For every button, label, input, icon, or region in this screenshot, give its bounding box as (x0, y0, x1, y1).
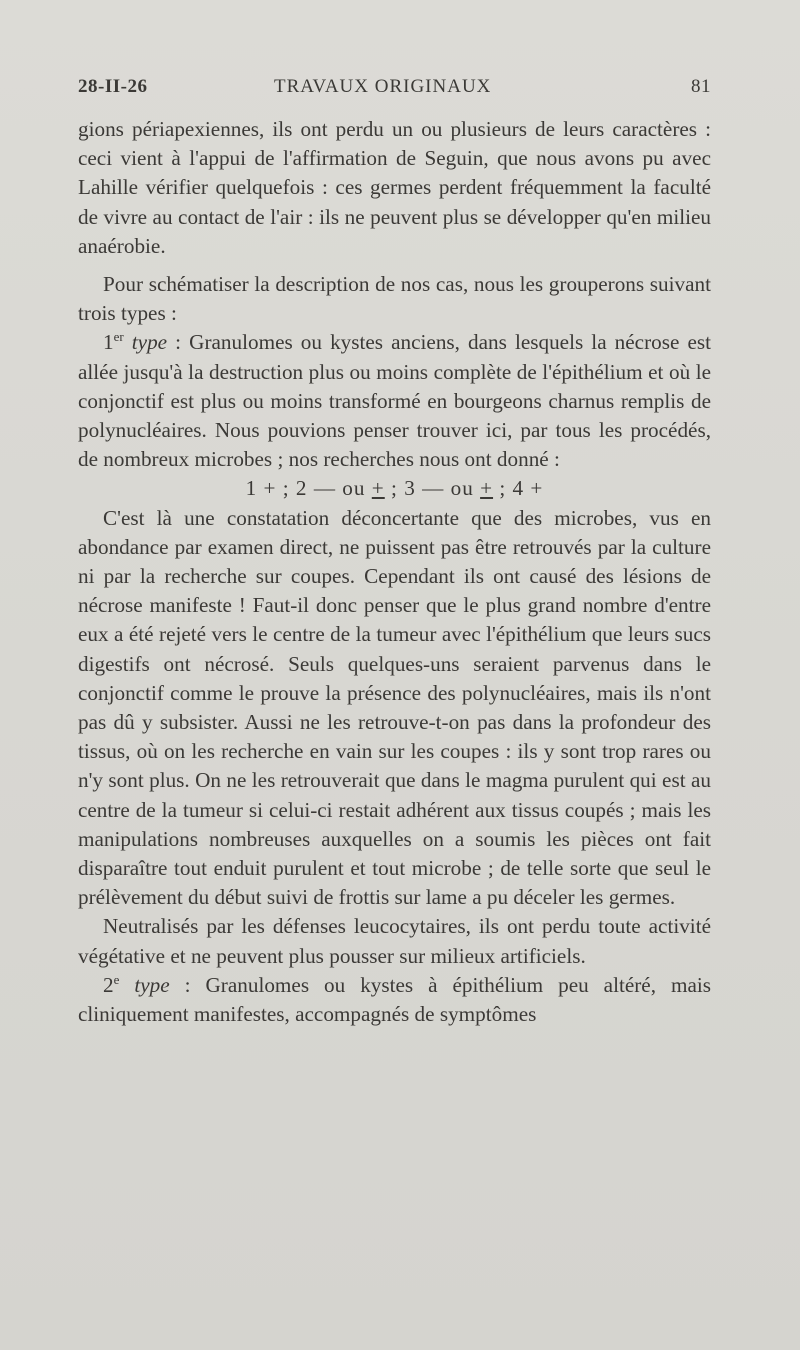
running-header (78, 76, 711, 106)
formula-plus-underlined-2: + (480, 476, 494, 501)
type-1-number: 1 (103, 330, 114, 355)
formula-plus-underlined-1: + (371, 476, 385, 501)
paragraph-continuation: gions périapexiennes, ils ont perdu un ou plusieurs de leurs caractères : ceci vient à l'appui de l'affirmation de Seguin, que nous avons pu avec Lahille vérifier quelquefois : ces germes perdent fréquemment la faculté de vivre au contact de l'air : ils ne peuvent plus se développer qu'en milieu anaérobie. (78, 117, 711, 258)
type-2-text: Granulomes ou kystes à épithélium peu altéré, mais cliniquement manifestes, accompagnés de symptômes (78, 972, 712, 1027)
type-2-number: 2 (103, 972, 114, 997)
results-formula (78, 474, 711, 503)
formula-part-2: ; 3 — ou (384, 476, 481, 501)
type-2-label: type (134, 972, 170, 997)
paragraph-neutralises: Neutralisés par les défenses leucocytaires, ils ont perdu toute activité végétative et ne peuvent plus pousser sur milieux artificiels. (78, 914, 711, 968)
paragraph-type-2: 2e type : Granulomes ou kystes à épithélium peu altéré, mais cliniquement manifestes, accompagnés de symptômes (78, 971, 712, 1027)
paragraph-schema-intro: Pour schématiser la description de nos cas, nous les grouperons suivant trois types : (78, 272, 711, 326)
header-date: 28-II-26 (78, 76, 148, 97)
paragraph-type-1: 1er type : Granulomes ou kystes anciens, dans lesquels la nécrose est allée jusqu'à la destruction plus ou moins complète de l'épithélium et où le conjonctif est plus ou moins transformé en bourgeons charnus remplis de polynucléaires. Nous pouvions penser trouver ici, par tous les procédés, de nombreux microbes ; nos recherches nous ont donné : (78, 329, 712, 472)
formula-part-1: 1 + ; 2 — ou (245, 476, 372, 501)
type-1-text: Granulomes ou kystes anciens, dans lesquels la nécrose est allée jusqu'à la destruction plus ou moins complète de l'épithélium et où le conjonctif est plus ou moins transformé en bourgeons charnus remplis de polynucléaires. Nous pouvions penser trouver ici, par tous les procédés, de nombreux microbes ; nos recherches nous ont donné : (78, 330, 712, 472)
formula-part-3: ; 4 + (493, 476, 544, 501)
page-number: 81 (691, 76, 711, 97)
type-1-superscript: er (113, 329, 124, 345)
paragraph-discussion: C'est là une constatation déconcertante que des microbes, vus en abondance par examen direct, ne puissent pas être retrouvés par la culture ni par la recherche sur coupes. Cependant ils ont causé des lésions de nécrose manifeste ! Faut-il donc penser que le plus grand nombre d'entre eux a été rejeté vers le centre de la tumeur avec l'épithélium que leurs sucs digestifs ont nécrosé. Seuls quelques-uns seraient parvenus dans le conjonctif comme le prouve la présence des polynucléaires, mais ils n'ont pas dû y subsister. Aussi ne les retrouve-t-on pas dans la profondeur des tissus, où on les recherche en vain sur les coupes : ils y sont trop rares ou n'y sont plus. On ne les retrouverait que dans le magma purulent qui est au centre de la tumeur si celui-ci restait adhérent aux tissus coupés ; mais les manipulations nombreuses auxquelles on a soumis les pièces ont fait disparaître tout enduit purulent et tout microbe ; de telle sorte que seul le prélèvement du début suivi de frottis sur lame a pu déceler les germes. (78, 505, 711, 910)
header-section-title: TRAVAUX ORIGINAUX (274, 76, 492, 97)
type-1-label: type (131, 330, 168, 355)
page-body (78, 115, 711, 1029)
type-2-superscript: e (113, 971, 120, 987)
